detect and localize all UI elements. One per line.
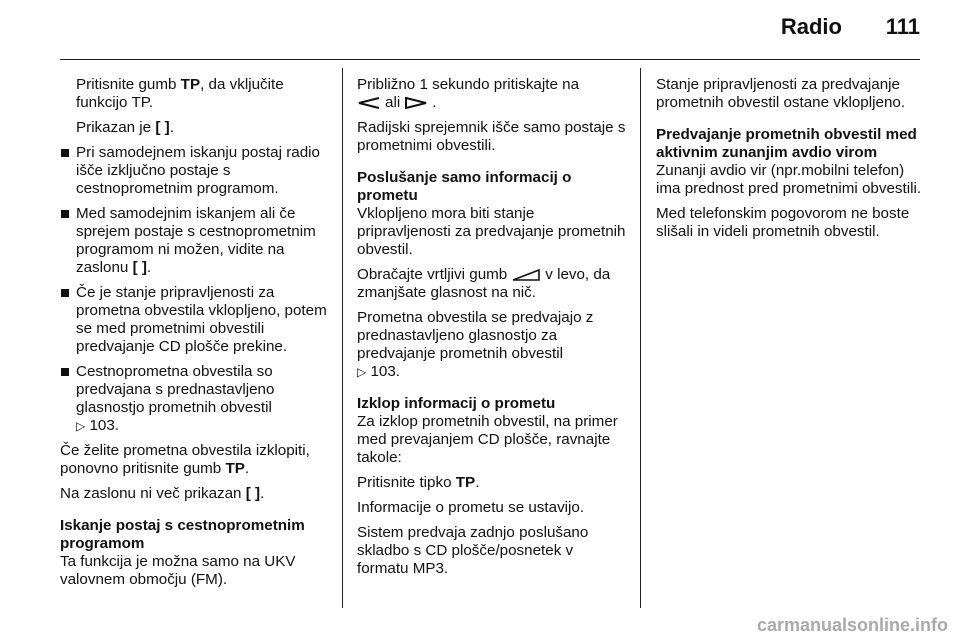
column-3	[656, 76, 924, 248]
list-item: Pri samodejnem iskanju postaj radio išče izključno postaje s cestnoprometnim programom.	[60, 144, 328, 198]
paragraph: Stanje pripravljenosti za predvajanje prometnih obvestil ostane vklopljeno.	[656, 76, 906, 111]
page-number: 111	[885, 14, 920, 39]
paragraph: Obračajte vrtljivi gumb v levo, da zmanjšate glasnost na nič.	[357, 266, 611, 301]
column-divider-2	[640, 68, 641, 608]
column-1	[60, 76, 328, 596]
column-divider-1	[342, 68, 343, 608]
paragraph: Zunanji avdio vir (npr.mobilni telefon) ima prednost pred prometnimi obvestili.	[656, 162, 922, 197]
ref-arrow-icon: ▷	[76, 419, 86, 433]
paragraph: Za izklop prometnih obvestil, na primer med prevajanjem CD plošče, ravnajte takole:	[357, 413, 618, 466]
paragraph: Radijski sprejemnik išče samo postaje s prometnimi obvestili.	[357, 119, 626, 154]
paragraph: Informacije o prometu se ustavijo.	[357, 499, 585, 516]
paragraph: Ta funkcija je možna samo na UKV valovnem območju (FM).	[60, 553, 296, 588]
subheading: Poslušanje samo informacij o prometu	[357, 169, 572, 204]
bullet-list	[60, 144, 328, 435]
paragraph: Vklopljeno mora biti stanje pripravljenosti za predvajanje prometnih obvestil.	[357, 205, 626, 258]
list-item: Med samodejnim iskanjem ali če sprejem postaje s cestnoprometnim programom ni možen, vidite na zaslonu [ ].	[60, 205, 328, 277]
seek-right-icon	[404, 97, 428, 109]
paragraph: Prometna obvestila se predvajajo z prednastavljeno glasnostjo za predvajanje prometnih obvestil ▷ 103.	[357, 309, 594, 380]
paragraph: Sistem predvaja zadnjo poslušano skladbo s CD plošče/posnetek v formatu MP3.	[357, 524, 589, 577]
paragraph: Če želite prometna obvestila izklopiti, ponovno pritisnite gumb TP.	[60, 442, 310, 477]
ref-arrow-icon: ▷	[357, 365, 367, 379]
paragraph: Pritisnite gumb TP, da vključite funkcijo TP.	[76, 76, 284, 111]
paragraph: Med telefonskim pogovorom ne boste slišali in videli prometnih obvestil.	[656, 205, 910, 240]
paragraph: Prikazan je [ ].	[76, 119, 174, 136]
volume-knob-icon	[511, 269, 541, 281]
paragraph: Približno 1 sekundo pritiskajte na ali .	[357, 76, 580, 111]
subheading: Iskanje postaj s cestnoprometnim programom	[60, 517, 305, 552]
paragraph: Na zaslonu ni več prikazan [ ].	[60, 485, 265, 502]
column-2	[357, 76, 627, 585]
list-item: Cestnoprometna obvestila so predvajana s prednastavljeno glasnostjo prometnih obvestil ▷ 103.	[60, 363, 328, 435]
subheading: Predvajanje prometnih obvestil med aktivnim zunanjim avdio virom	[656, 126, 917, 161]
page-header	[0, 0, 960, 60]
seek-left-icon	[357, 97, 381, 109]
section-title: Radio	[780, 14, 842, 39]
subheading: Izklop informacij o prometu	[357, 395, 556, 412]
list-item: Če je stanje pripravljenosti za prometna obvestila vklopljeno, potem se med prometnimi obvestili predvajanje CD plošče prekine.	[60, 284, 328, 356]
watermark: carmanualsonline.info	[756, 615, 948, 635]
header-rule	[60, 59, 920, 60]
paragraph: Pritisnite tipko TP.	[357, 474, 480, 491]
